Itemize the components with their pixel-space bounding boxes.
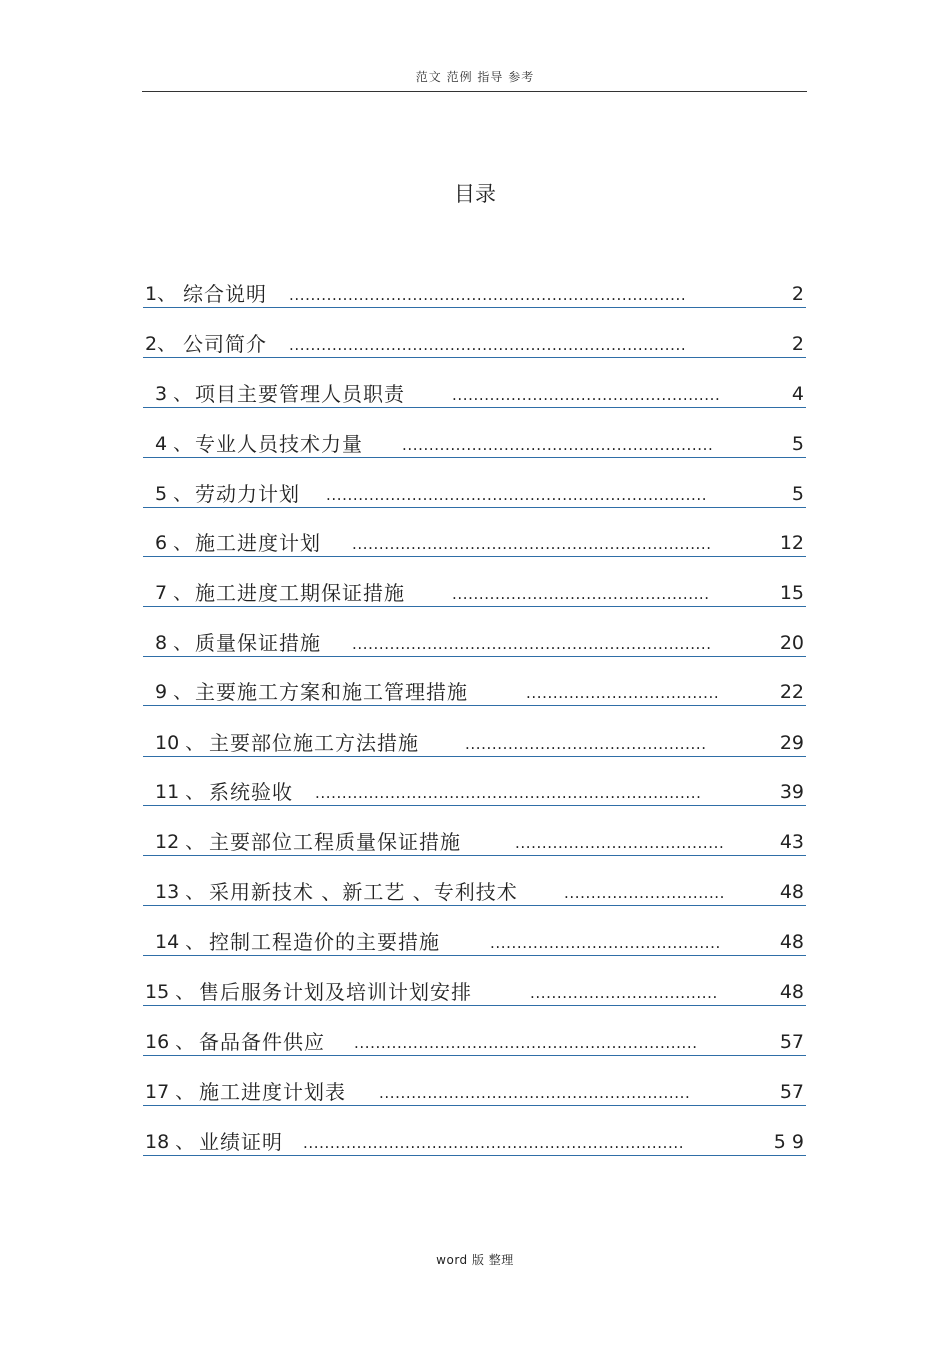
toc-entry[interactable]: [143, 580, 806, 607]
toc-entry[interactable]: [143, 779, 806, 806]
toc-entry[interactable]: [143, 679, 806, 706]
toc-entry[interactable]: [143, 381, 806, 408]
toc-entry-page: 48: [779, 881, 804, 903]
toc-entry-number: 3 、: [155, 383, 193, 405]
toc-entry-leader: ..................................................: [452, 386, 721, 404]
toc-entry-label: 采用新技术 、新工艺 、专利技术: [209, 880, 518, 904]
toc-entry-label: 主要部位施工方法措施: [209, 731, 419, 755]
toc-entry-page: 12: [779, 532, 804, 554]
toc-entry-label: 专业人员技术力量: [195, 432, 363, 456]
toc-entry-leader: ..........................................................................: [289, 286, 687, 304]
toc-entry-page: 2: [791, 333, 804, 355]
toc-entry-number: 6 、: [155, 532, 193, 554]
toc-entry-page: 57: [779, 1031, 804, 1053]
toc-entry-leader: ..............................: [564, 884, 726, 902]
toc-entry-page: 22: [779, 681, 804, 703]
toc-entry-leader: .............................................: [465, 735, 707, 753]
toc-entry-page: 2: [791, 283, 804, 305]
toc-entry[interactable]: [143, 1079, 806, 1106]
toc-entry-leader: ..........................................................: [402, 436, 714, 454]
toc-entry-label: 项目主要管理人员职责: [195, 382, 405, 406]
toc-entry-page: 5: [791, 483, 804, 505]
toc-entry-page: 29: [779, 732, 804, 754]
toc-entry-leader: .......................................................................: [303, 1134, 685, 1152]
toc-entry-label: 综合说明: [183, 282, 267, 306]
toc-entry[interactable]: [143, 979, 806, 1006]
toc-entry-label: 售后服务计划及培训计划安排: [199, 980, 472, 1004]
toc-entry-leader: ....................................: [526, 684, 720, 702]
toc-entry-number: 13 、: [155, 881, 205, 903]
toc-entry[interactable]: [143, 829, 806, 856]
toc-entry-page: 5: [791, 433, 804, 455]
toc-entry-leader: ................................................................: [354, 1034, 698, 1052]
toc-entry-label: 劳动力计划: [195, 482, 300, 506]
toc-entry[interactable]: [143, 1029, 806, 1056]
toc-entry-page: 57: [779, 1081, 804, 1103]
toc-entry-label: 业绩证明: [199, 1130, 283, 1154]
toc-entry-number: 4 、: [155, 433, 193, 455]
toc-entry-leader: .......................................................................: [326, 486, 708, 504]
toc-entry[interactable]: [143, 630, 806, 657]
toc-entry-number: 15 、: [145, 981, 195, 1003]
toc-entry-label: 公司简介: [183, 332, 267, 356]
toc-entry-page: 20: [779, 632, 804, 654]
page-footer: word 版 整理: [436, 1253, 514, 1267]
toc-entry-label: 控制工程造价的主要措施: [209, 930, 440, 954]
toc-entry-number: 1、: [145, 283, 177, 305]
toc-entry-number: 11 、: [155, 781, 205, 803]
toc-entry[interactable]: [143, 1129, 806, 1156]
toc-entry-leader: ...........................................: [490, 934, 721, 952]
toc-entry-leader: ................................................: [452, 585, 710, 603]
toc-entry-number: 7 、: [155, 582, 193, 604]
toc-entry-leader: ...................................: [530, 984, 718, 1002]
toc-entry[interactable]: [143, 530, 806, 557]
toc-entry-label: 施工进度计划: [195, 531, 321, 555]
toc-entry[interactable]: [143, 431, 806, 458]
toc-entry[interactable]: [143, 929, 806, 956]
toc-entry-page: 43: [779, 831, 804, 853]
toc-entry-page: 4: [791, 383, 804, 405]
toc-entry-page: 48: [779, 981, 804, 1003]
toc-entry[interactable]: [143, 281, 806, 308]
toc-entry-number: 5 、: [155, 483, 193, 505]
toc-entry-leader: ..........................................................: [379, 1084, 691, 1102]
toc-entry-number: 8 、: [155, 632, 193, 654]
toc-entry-label: 施工进度工期保证措施: [195, 581, 405, 605]
toc-entry-leader: .......................................: [515, 834, 725, 852]
toc-entry-page: 48: [779, 931, 804, 953]
toc-title: 目录: [454, 182, 496, 206]
toc-entry[interactable]: [143, 481, 806, 508]
toc-entry-label: 质量保证措施: [195, 631, 321, 655]
toc-entry-number: 17 、: [145, 1081, 195, 1103]
toc-entry[interactable]: [143, 331, 806, 358]
toc-entry-number: 12 、: [155, 831, 205, 853]
toc-entry-label: 系统验收: [209, 780, 293, 804]
toc-entry-label: 施工进度计划表: [199, 1080, 346, 1104]
toc-entry-label: 主要施工方案和施工管理措施: [195, 680, 468, 704]
toc-entry-leader: ...................................................................: [352, 535, 712, 553]
toc-entry-number: 18 、: [145, 1131, 195, 1153]
toc-entry-label: 备品备件供应: [199, 1030, 325, 1054]
toc-entry-number: 14 、: [155, 931, 205, 953]
toc-entry-number: 9 、: [155, 681, 193, 703]
toc-entry[interactable]: [143, 879, 806, 906]
toc-entry-page: 39: [779, 781, 804, 803]
toc-entry-leader: ...................................................................: [352, 635, 712, 653]
toc-entry-leader: ..........................................................................: [289, 336, 687, 354]
page-header: 范文 范例 指导 参考: [415, 70, 535, 84]
toc-entry-number: 2、: [145, 333, 177, 355]
toc-entry-leader: ........................................................................: [315, 784, 702, 802]
toc-entry-number: 10 、: [155, 732, 205, 754]
toc-entry-page: 5 9: [773, 1131, 804, 1153]
toc-entry[interactable]: [143, 730, 806, 757]
toc-entry-label: 主要部位工程质量保证措施: [209, 830, 461, 854]
toc-entry-page: 15: [779, 582, 804, 604]
toc-entry-number: 16 、: [145, 1031, 195, 1053]
